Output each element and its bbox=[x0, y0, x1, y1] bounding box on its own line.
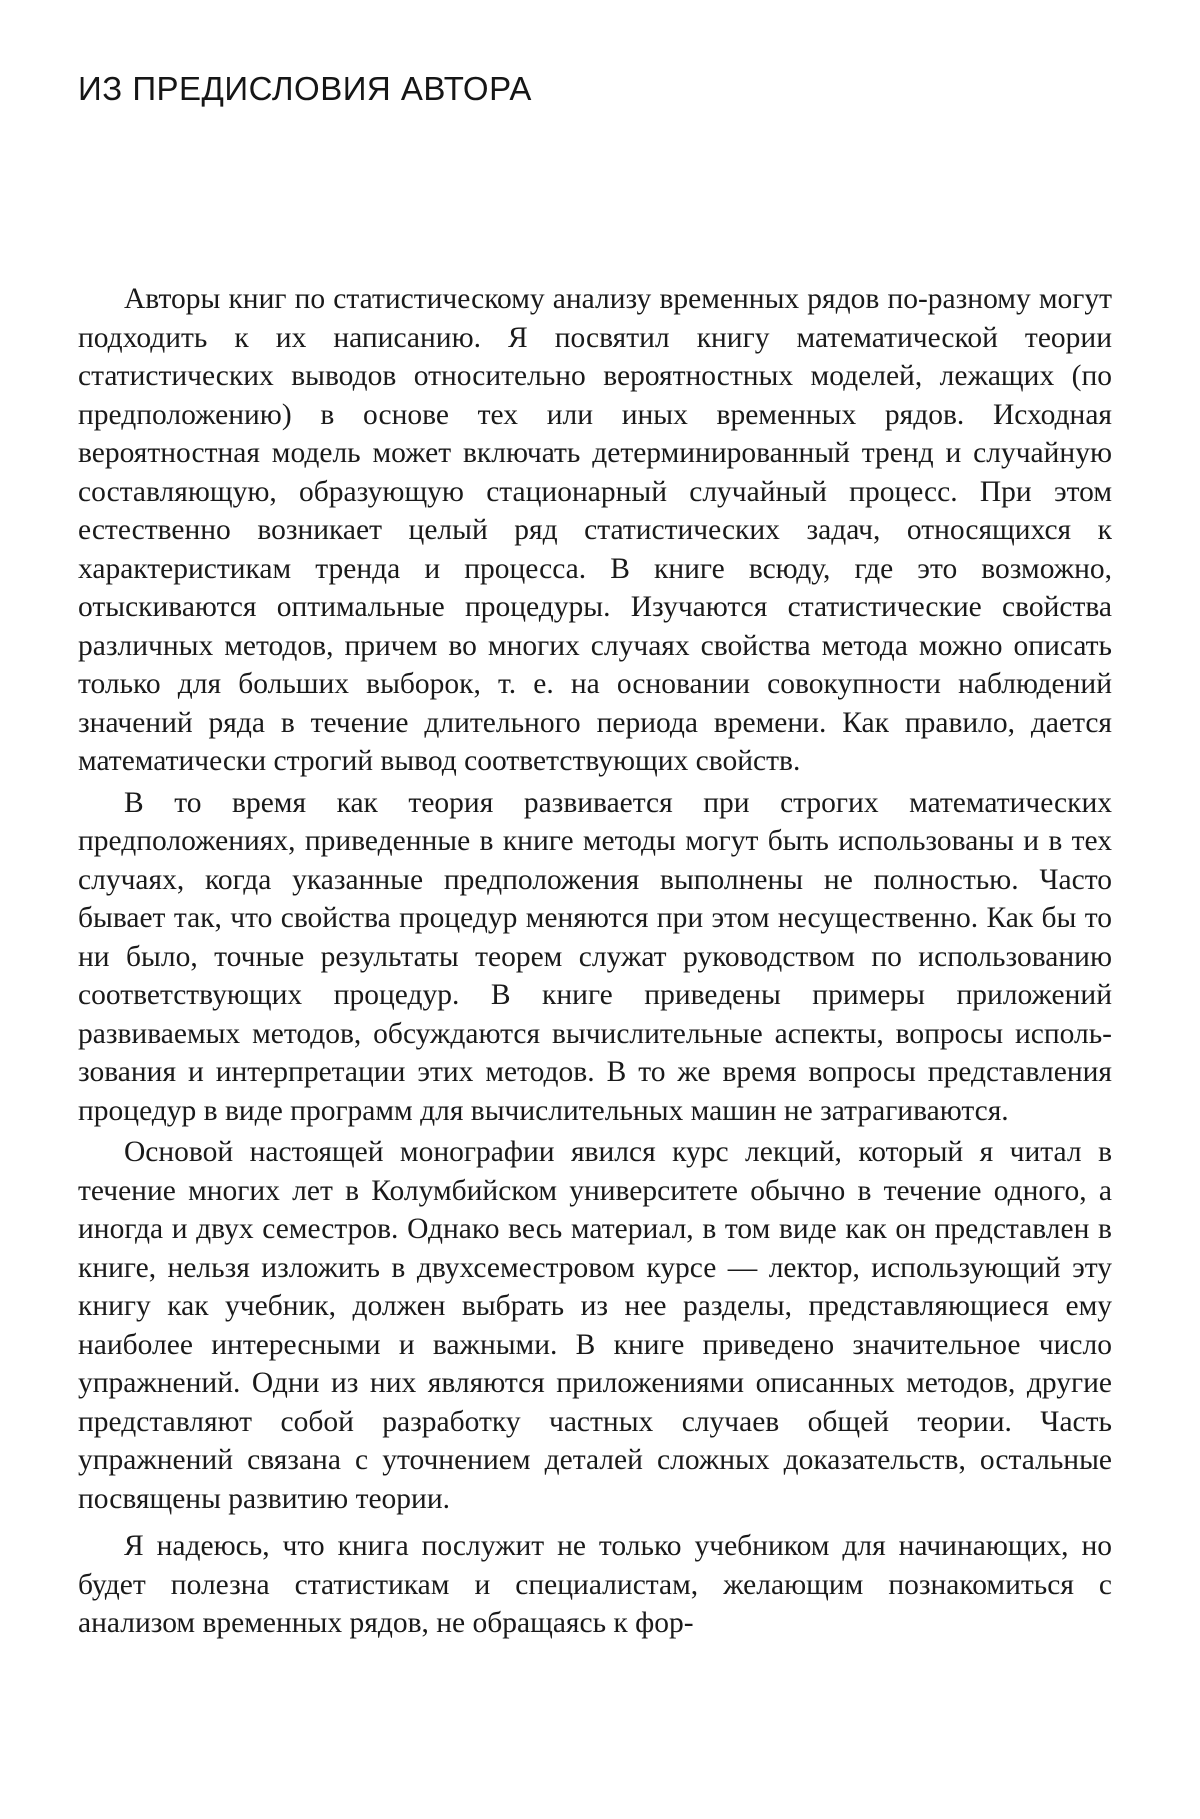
paragraph-1: Авторы книг по статистическому анализу временных рядов по-разному могут подходить к их написанию. Я посвятил книгу математической теории статистических выводов относительно ве­роятностных моделей, лежащих (по предположению) в основе тех или иных временных рядов. Исходная вероятностная модель может включать детерминированный тренд и случайную составляющую, образующую стационарный случайный процесс. При этом естест­венно возникает целый ряд статистических задач, относящихся к характеристикам тренда и процесса. В книге всюду, где это возмож­но, отыскиваются оптимальные процедуры. Изучаются статистиче­ские свойства различных методов, причем во многих случаях свойст­ва метода можно описать только для больших выборок, т. е. на основании совокупности наблюдений значений ряда в течение длительного периода времени. Как правило, дается математически строгий вывод соответствующих свойств. bbox=[78, 280, 1112, 781]
paragraph-4: Я надеюсь, что книга послужит не только учебником для начи­нающих, но будет полезна статистикам и специалистам, желающим познакомиться с анализом временных рядов, не обращаясь к фор- bbox=[78, 1527, 1112, 1643]
paragraph-2: В то время как теория развивается при строгих математических предположениях, приведенные в книге методы могут быть исполь­зованы и в тех случаях, когда указанные предположения выпол­нены не полностью. Часто бывает так, что свойства процедур меня­ются при этом несущественно. Как бы то ни было, точные результа­ты теорем служат руководством по использованию соответствующих процедур. В книге приведены примеры приложений развиваемых методов, обсуждаются вычислительные аспекты, вопросы исполь­зования и интерпретации этих методов. В то же время вопросы представления процедур в виде программ для вычислительных ма­шин не затрагиваются. bbox=[78, 784, 1112, 1131]
document-page bbox=[0, 0, 1200, 1819]
paragraph-3: Основой настоящей монографии явился курс лекций, который я читал в течение многих лет в Колумбийском университете обычно в течение одного, а иногда и двух семестров. Однако весь материал, в том виде как он представлен в книге, нельзя изложить в двух­семестровом курсе — лектор, использующий эту книгу как учеб­ник, должен выбрать из нее разделы, представляющиеся ему наиболее интересными и важными. В книге приведено значитель­ное число упражнений. Одни из них являются приложениями описан­ных методов, другие представляют собой разработку частных слу­чаев общей теории. Часть упражнений связана с уточнением де­талей сложных доказательств, остальные посвящены развитию теории. bbox=[78, 1133, 1112, 1518]
body-text bbox=[78, 280, 1112, 1643]
section-heading: ИЗ ПРЕДИСЛОВИЯ АВТОРА bbox=[78, 70, 532, 108]
